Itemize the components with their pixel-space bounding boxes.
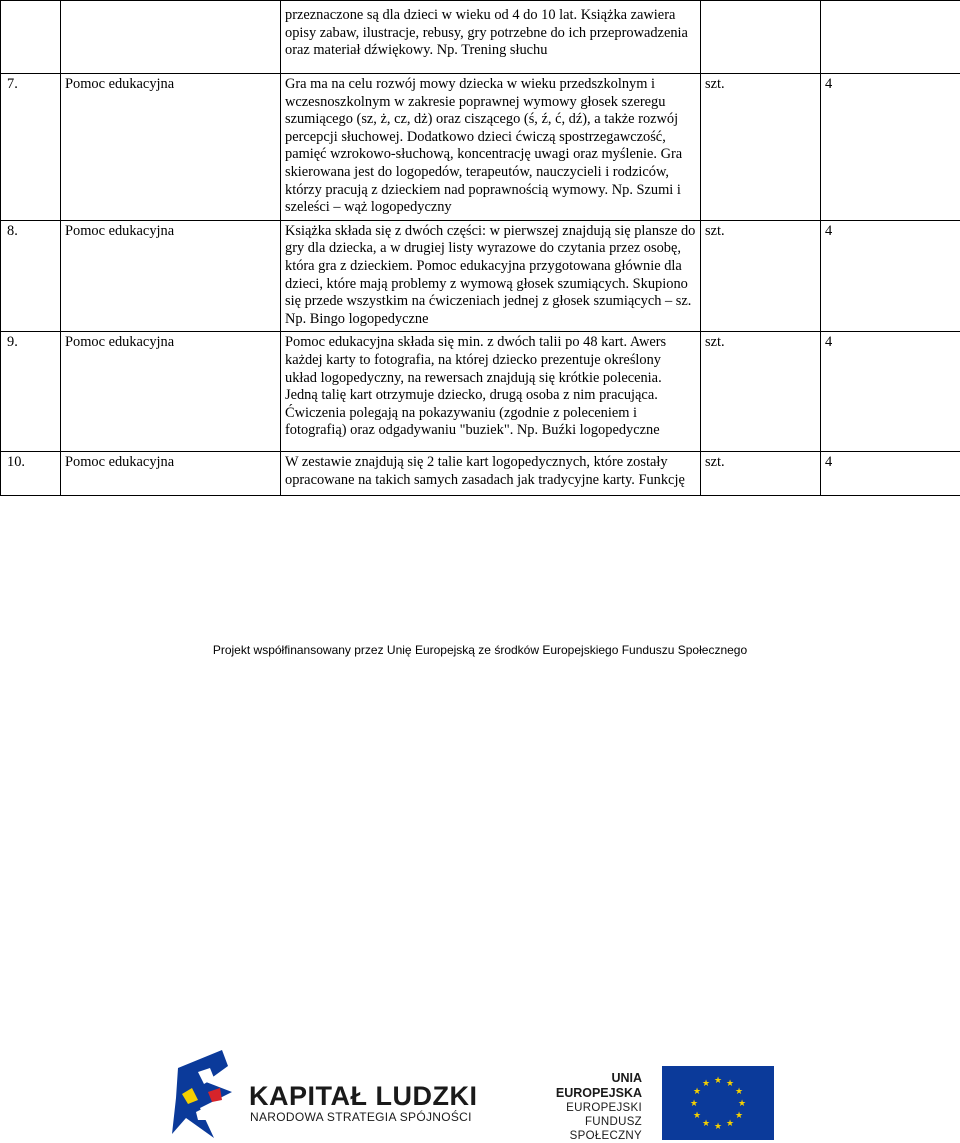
- svg-text:★: ★: [738, 1099, 746, 1109]
- svg-text:★: ★: [690, 1099, 698, 1109]
- description-cell: przeznaczone są dla dzieci w wieku od 4 do 10 lat. Książka zawiera opisy zabaw, ilustracje, rebusy, gry potrzebne do ich przeprowadzenia oraz materiał dźwiękowy. Np. Trening słuchu: [281, 1, 701, 74]
- qty-cell: [821, 1, 960, 74]
- kapital-ludzki-subtitle: NARODOWA STRATEGIA SPÓJNOŚCI: [250, 1110, 472, 1124]
- item-quantity: 4: [821, 220, 960, 332]
- svg-text:★: ★: [693, 1087, 701, 1097]
- item-quantity: 4: [821, 452, 960, 496]
- item-name: Pomoc edukacyjna: [61, 332, 281, 452]
- item-unit: szt.: [701, 74, 821, 221]
- kapital-ludzki-star-logo: [170, 1048, 242, 1140]
- unit-cell: [701, 1, 821, 74]
- eu-line-1: UNIA EUROPEJSKA: [540, 1071, 642, 1101]
- item-quantity: 4: [821, 332, 960, 452]
- svg-text:★: ★: [693, 1111, 701, 1121]
- table-row: [1, 332, 960, 452]
- item-name: Pomoc edukacyjna: [61, 220, 281, 332]
- item-name: Pomoc edukacyjna: [61, 74, 281, 221]
- item-description: Gra ma na celu rozwój mowy dziecka w wieku przedszkolnym i wczesnoszkolnym w zakresie poprawnej wymowy głosek szeregu szumiącego (sz, ż, cz, dż) oraz ciszącego (ś, ź, ć, dź), a także rozwój percepcji słuchowej. Dodatkowo dzieci ćwiczą spostrzegawczość, pamięć wzrokowo-słuchową, koncentrację uwagi oraz myślenie. Gra skierowana jest do logopedów, terapeutów, nauczycieli i rodziców, którzy pracują z dzieckiem nad poprawnością wymowy. Np. Szumi i szeleści – wąż logopedyczny: [281, 74, 701, 221]
- name-cell: [61, 1, 281, 74]
- svg-text:★: ★: [702, 1119, 710, 1129]
- svg-text:★: ★: [726, 1079, 734, 1089]
- table-row: [1, 452, 960, 496]
- eu-line-2: EUROPEJSKI: [540, 1101, 642, 1115]
- svg-text:★: ★: [726, 1119, 734, 1129]
- table-row-fragment: [1, 1, 960, 74]
- table-row: [1, 220, 960, 332]
- row-number: 8.: [1, 220, 61, 332]
- eu-text-block: [540, 1071, 642, 1143]
- eu-flag-logo: [662, 1066, 774, 1140]
- item-name: Pomoc edukacyjna: [61, 452, 281, 496]
- row-number: 10.: [1, 452, 61, 496]
- item-description: W zestawie znajdują się 2 talie kart logopedycznych, które zostały opracowane na takich samych zasadach jak tradycyjne karty. Funkcję: [281, 452, 701, 496]
- row-number: 9.: [1, 332, 61, 452]
- kapital-ludzki-title: KAPITAŁ LUDZKI: [249, 1081, 477, 1112]
- svg-text:★: ★: [714, 1076, 722, 1086]
- item-description: Książka składa się z dwóch części: w pierwszej znajdują się plansze do gry dla dziecka, a w drugiej listy wyrazowe do czytania przez osobę, która gra z dzieckiem. Pomoc edukacyjna przygotowana głównie dla dzieci, które mają problemy z wymową głosek szumiących. Skupiono się przede wszystkim na ćwiczeniach jednej z głosek szumiących – sz. Np. Bingo logopedyczne: [281, 220, 701, 332]
- svg-text:★: ★: [735, 1111, 743, 1121]
- nr-cell: [1, 1, 61, 74]
- funding-note: Projekt współfinansowany przez Unię Europejską ze środków Europejskiego Funduszu Społecznego: [0, 643, 960, 657]
- svg-text:★: ★: [714, 1122, 722, 1132]
- eu-line-3: FUNDUSZ SPOŁECZNY: [540, 1115, 642, 1143]
- table-row: [1, 74, 960, 221]
- item-unit: szt.: [701, 452, 821, 496]
- row-number: 7.: [1, 74, 61, 221]
- item-unit: szt.: [701, 220, 821, 332]
- item-unit: szt.: [701, 332, 821, 452]
- footer-logos: [0, 520, 960, 657]
- items-table: [0, 0, 960, 496]
- svg-text:★: ★: [735, 1087, 743, 1097]
- svg-text:★: ★: [702, 1079, 710, 1089]
- item-description: Pomoc edukacyjna składa się min. z dwóch talii po 48 kart. Awers każdej karty to fotografia, na której dziecko prezentuje określony układ logopedyczny, na rewersach znajdują się krótkie polecenia. Jedną talię kart otrzymuje dziecko, drugą osoba z nim pracująca. Ćwiczenia polegają na pokazywaniu (zgodnie z poleceniem i fotografią) oraz odgadywaniu "buziek". Np. Buźki logopedyczne: [281, 332, 701, 452]
- item-quantity: 4: [821, 74, 960, 221]
